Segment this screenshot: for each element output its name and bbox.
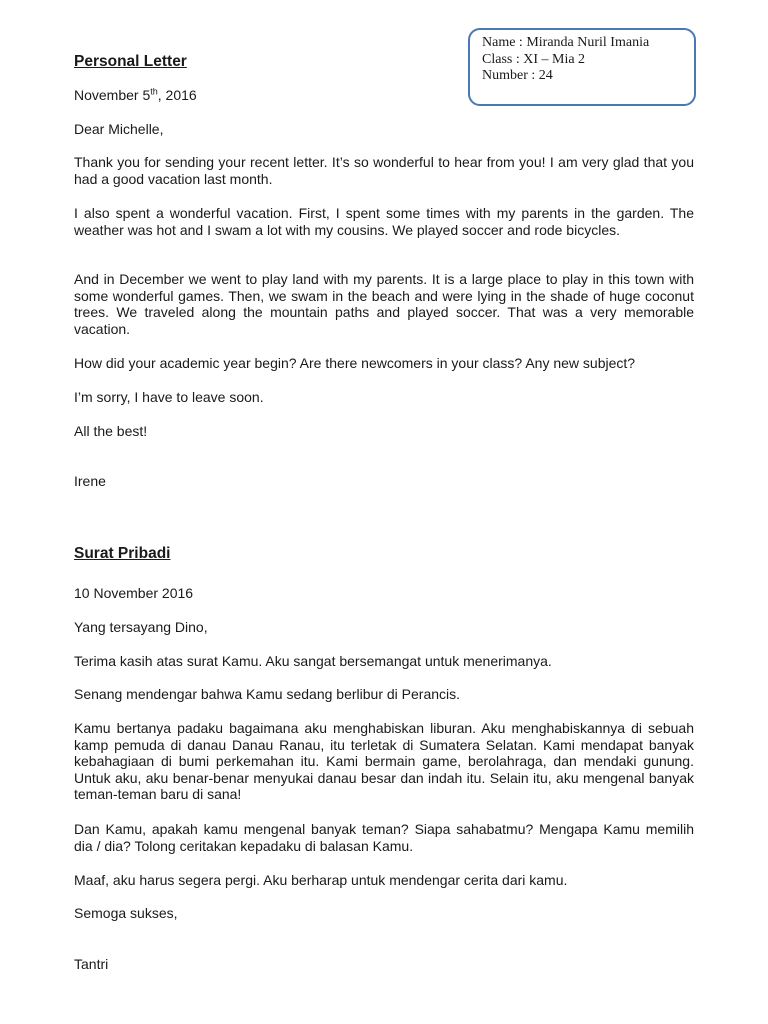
student-info-box bbox=[468, 28, 696, 106]
student-name: Name : Miranda Nuril Imania bbox=[482, 35, 650, 50]
letter2-paragraph-1: Terima kasih atas surat Kamu. Aku sangat bersemangat untuk menerimanya. bbox=[74, 653, 552, 669]
letter1-paragraph-3: And in December we went to play land with my parents. It is a large place to play in this town with some wonderful games. Then, we swam in the beach and were lying in the shade of huge coconut trees. We traveled along the mountain paths and played soccer. That was a very memorable vacation. bbox=[74, 271, 694, 337]
student-number: Number : 24 bbox=[482, 68, 553, 83]
letter1-paragraph-2: I also spent a wonderful vacation. First, I spent some times with my parents in the garden. The weather was hot and I swam a lot with my cousins. We played soccer and rode bicycles. bbox=[74, 205, 694, 238]
letter1-date-suffix: th bbox=[150, 86, 158, 97]
letter2-paragraph-2: Senang mendengar bahwa Kamu sedang berlibur di Perancis. bbox=[74, 686, 461, 702]
letter1-paragraph-5: I’m sorry, I have to leave soon. bbox=[74, 389, 264, 405]
letter2-signature: Tantri bbox=[74, 956, 109, 972]
letter1-date-prefix: November 5 bbox=[74, 87, 151, 103]
letter2-paragraph-3: Kamu bertanya padaku bagaimana aku menghabiskan liburan. Aku menghabiskannya di sebuah kamp pemuda di danau Danau Ranau, itu terletak di Sumatera Selatan. Kami mendapat banyak kebahagiaan di bumi perkemahan itu. Kami bermain game, berolahraga, dan mendaki gunung. Untuk aku, aku benar-benar menyukai danau besar dan indah itu. Selain itu, aku mengenal banyak teman-teman baru di sana! bbox=[74, 720, 694, 803]
student-class: Class : XI – Mia 2 bbox=[482, 51, 586, 67]
letter1-closing: All the best! bbox=[74, 423, 148, 439]
letter2-date: 10 November 2016 bbox=[74, 585, 194, 601]
letter2-paragraph-5: Maaf, aku harus segera pergi. Aku berharap untuk mendengar cerita dari kamu. bbox=[74, 872, 568, 888]
letter2-greeting: Yang tersayang Dino, bbox=[74, 619, 208, 635]
letter2-paragraph-4: Dan Kamu, apakah kamu mengenal banyak teman? Siapa sahabatmu? Mengapa Kamu memilih dia / dia? Tolong ceritakan kepadaku di balasan Kamu. bbox=[74, 821, 694, 854]
letter2-title: Surat Pribadi bbox=[74, 545, 171, 562]
letter1-paragraph-1: Thank you for sending your recent letter. It’s so wonderful to hear from you! I am very glad that you had a good vacation last month. bbox=[74, 154, 694, 187]
letter2-closing: Semoga sukses, bbox=[74, 905, 178, 921]
letter1-date-year: , 2016 bbox=[157, 87, 197, 103]
letter1-paragraph-4: How did your academic year begin? Are there newcomers in your class? Any new subject? bbox=[74, 355, 636, 371]
letter1-title: Personal Letter bbox=[74, 53, 187, 70]
letter1-greeting: Dear Michelle, bbox=[74, 121, 164, 137]
letter1-signature: Irene bbox=[74, 473, 106, 489]
letter1-date bbox=[74, 87, 197, 104]
